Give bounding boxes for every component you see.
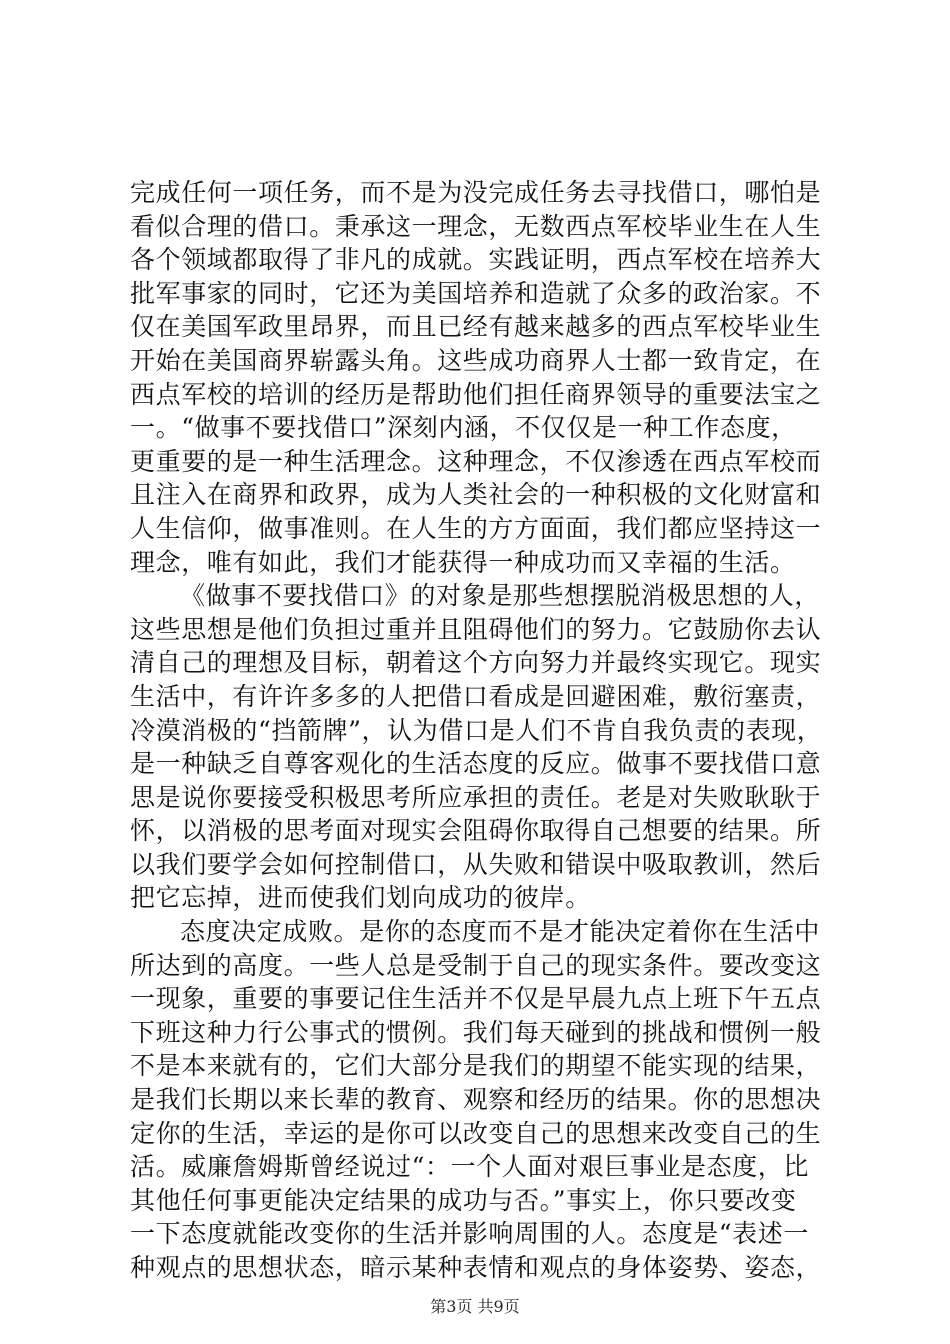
- text-line: 思是说你要接受积极思考所应承担的责任。老是对失败耿耿于: [130, 782, 822, 812]
- text-line: 一下态度就能改变你的生活并影响周围的人。态度是“表述一: [130, 1219, 809, 1249]
- text-line: 看似合理的借口。秉承这一理念，无数西点军校毕业生在人生: [130, 211, 822, 241]
- paragraph-start-line: 态度决定成败。是你的态度而不是才能决定着你在生活中: [180, 917, 821, 947]
- text-line: 一。“做事不要找借口”深刻内涵，不仅仅是一种工作态度，: [130, 413, 797, 443]
- text-line: 种观点的思想状态，暗示某种表情和观点的身体姿势、姿态，: [130, 1253, 822, 1282]
- text-line: 更重要的是一种生活理念。这种理念，不仅渗透在西点军校而: [130, 446, 822, 476]
- text-line: 各个领域都取得了非凡的成就。实践证明，西点军校在培养大: [130, 245, 822, 275]
- text-line: 怀，以消极的思考面对现实会阻碍你取得自己想要的结果。所: [130, 816, 822, 846]
- body-text: [130, 176, 850, 1285]
- text-line: 完成任何一项任务，而不是为没完成任务去寻找借口，哪怕是: [130, 178, 822, 207]
- text-line: 以我们要学会如何控制借口，从失败和错误中吸取教训，然后: [130, 849, 822, 879]
- text-line: 是我们长期以来长辈的教育、观察和经历的结果。你的思想决: [130, 1085, 822, 1115]
- text-line: 所达到的高度。一些人总是受制于自己的现实条件。要改变这: [130, 950, 822, 980]
- text-line: 一现象，重要的事要记住生活并不仅是早晨九点上班下午五点: [130, 984, 822, 1014]
- text-line: 人生信仰，做事准则。在人生的方方面面，我们都应坚持这一: [130, 513, 822, 543]
- text-line: 清自己的理想及目标，朝着这个方向努力并最终实现它。现实: [130, 648, 822, 678]
- text-line: 不是本来就有的，它们大部分是我们的期望不能实现的结果，: [130, 1051, 822, 1081]
- text-line: 且注入在商界和政界，成为人类社会的一种积极的文化财富和: [130, 480, 822, 510]
- text-line: 下班这种力行公事式的惯例。我们每天碰到的挑战和惯例一般: [130, 1017, 822, 1047]
- text-line: 仅在美国军政里昂界，而且已经有越来越多的西点军校毕业生: [130, 312, 822, 342]
- text-line: 是一种缺乏自尊客观化的生活态度的反应。做事不要找借口意: [130, 749, 822, 779]
- text-line: 其他任何事更能决定结果的成功与否。”事实上，你只要改变: [130, 1185, 797, 1215]
- text-line: 开始在美国商界崭露头角。这些成功商界人士都一致肯定，在: [130, 345, 822, 375]
- text-line: 西点军校的培训的经历是帮助他们担任商界领导的重要法宝之: [130, 379, 822, 409]
- text-line: 理念，唯有如此，我们才能获得一种成功而又幸福的生活。: [130, 547, 796, 577]
- text-line: 这些思想是他们负担过重并且阻碍他们的努力。它鼓励你去认: [130, 614, 822, 644]
- text-line: 生活中，有许许多多的人把借口看成是回避困难，敷衍塞责，: [130, 681, 822, 711]
- page-number-footer: 第3页 共9页: [430, 1297, 520, 1316]
- paragraph-start-line: 《做事不要找借口》的对象是那些想摆脱消极思想的人，: [180, 581, 821, 611]
- text-line: 批军事家的同时，它还为美国培养和造就了众多的政治家。不: [130, 278, 822, 308]
- text-line: 定你的生活，幸运的是你可以改变自己的思想来改变自己的生: [130, 1118, 822, 1148]
- text-line: 把它忘掉，进而使我们划向成功的彼岸。: [130, 883, 591, 913]
- text-line: 活。威廉詹姆斯曾经说过“：一个人面对艰巨事业是态度，比: [130, 1152, 809, 1182]
- text-line: 冷漠消极的“挡箭牌”，认为借口是人们不肯自我负责的表现，: [130, 715, 823, 745]
